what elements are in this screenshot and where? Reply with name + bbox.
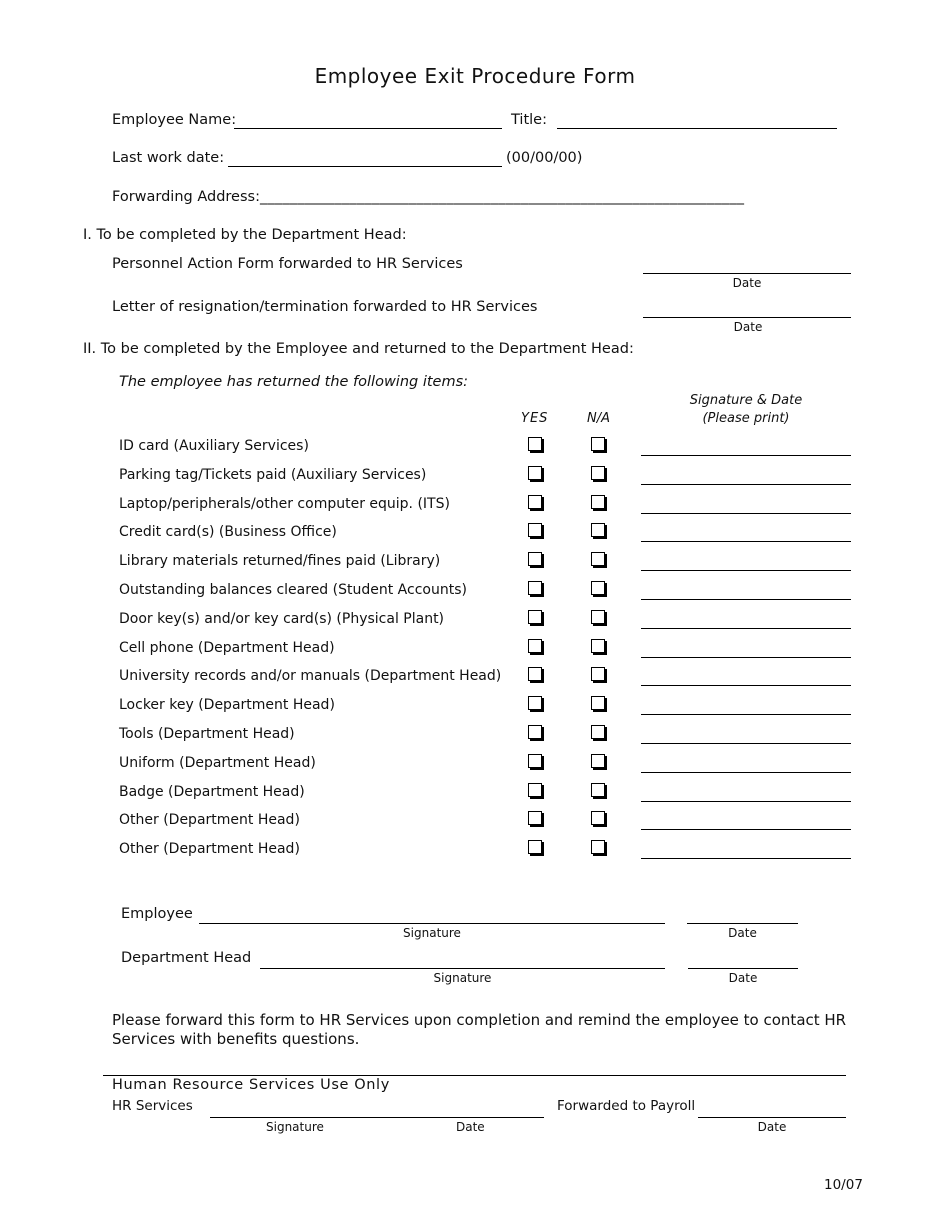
yes-checkbox[interactable]	[528, 523, 542, 537]
title-field[interactable]	[557, 128, 837, 129]
section1-item-personnel-action: Personnel Action Form forwarded to HR Services	[112, 256, 463, 272]
date-format-hint: (00/00/00)	[506, 150, 583, 166]
yes-checkbox[interactable]	[528, 840, 542, 854]
dept-head-date-field[interactable]	[688, 968, 798, 969]
signature-date-field[interactable]	[641, 513, 851, 514]
page-title: Employee Exit Procedure Form	[314, 64, 636, 88]
signature-date-field[interactable]	[641, 628, 851, 629]
forwarded-to-payroll-field[interactable]	[698, 1117, 846, 1118]
dept-head-signature-field[interactable]	[260, 968, 665, 969]
forwarded-to-payroll-label: Forwarded to Payroll	[557, 1098, 696, 1114]
section2-subheading: The employee has returned the following items:	[119, 374, 469, 390]
na-checkbox[interactable]	[591, 466, 605, 480]
dept-head-date-caption: Date	[728, 971, 758, 985]
signature-date-column-header: Signature & Date	[689, 393, 803, 408]
signature-date-field[interactable]	[641, 484, 851, 485]
na-column-header: N/A	[587, 411, 610, 426]
hr-services-date-caption: Date	[456, 1120, 485, 1134]
signature-date-field[interactable]	[641, 599, 851, 600]
signature-date-field[interactable]	[641, 455, 851, 456]
signature-date-field[interactable]	[641, 570, 851, 571]
forwarding-address-label: Forwarding Address:	[112, 189, 260, 205]
returned-item-label: Outstanding balances cleared (Student Accounts)	[119, 582, 467, 598]
yes-column-header: YES	[521, 411, 549, 426]
na-checkbox[interactable]	[591, 783, 605, 797]
yes-checkbox[interactable]	[528, 610, 542, 624]
dept-head-signature-caption: Signature	[433, 971, 492, 985]
title-label: Title:	[511, 112, 547, 128]
employee-name-field[interactable]	[234, 128, 502, 129]
na-checkbox[interactable]	[591, 811, 605, 825]
signature-date-column-subheader: (Please print)	[702, 411, 790, 426]
returned-item-label: Tools (Department Head)	[119, 726, 295, 742]
signature-date-field[interactable]	[641, 657, 851, 658]
yes-checkbox[interactable]	[528, 466, 542, 480]
signature-date-field[interactable]	[641, 772, 851, 773]
hr-section-divider	[103, 1075, 846, 1076]
signature-date-field[interactable]	[641, 858, 851, 859]
section1-date-caption-2: Date	[733, 320, 763, 334]
section1-date-caption-1: Date	[732, 276, 762, 290]
employee-signature-field[interactable]	[199, 923, 665, 924]
section1-date-field-1[interactable]	[643, 273, 851, 274]
employee-date-caption: Date	[728, 926, 757, 940]
signature-date-field[interactable]	[641, 829, 851, 830]
section2-heading: II. To be completed by the Employee and returned to the Department Head:	[83, 341, 634, 357]
yes-checkbox[interactable]	[528, 783, 542, 797]
na-checkbox[interactable]	[591, 610, 605, 624]
hr-services-signature-caption: Signature	[266, 1120, 324, 1134]
returned-item-label: Door key(s) and/or key card(s) (Physical Plant)	[119, 611, 445, 627]
yes-checkbox[interactable]	[528, 639, 542, 653]
last-work-date-label: Last work date:	[112, 150, 225, 166]
returned-item-label: Cell phone (Department Head)	[119, 640, 335, 656]
yes-checkbox[interactable]	[528, 667, 542, 681]
na-checkbox[interactable]	[591, 754, 605, 768]
hr-services-label: HR Services	[112, 1098, 193, 1114]
last-work-date-field[interactable]	[228, 166, 502, 167]
section1-item-resignation-letter: Letter of resignation/termination forwarded to HR Services	[112, 299, 538, 315]
na-checkbox[interactable]	[591, 840, 605, 854]
yes-checkbox[interactable]	[528, 581, 542, 595]
returned-item-label: Other (Department Head)	[119, 841, 300, 857]
employee-signature-label: Employee	[121, 906, 193, 922]
returned-item-label: Parking tag/Tickets paid (Auxiliary Services)	[119, 467, 427, 483]
na-checkbox[interactable]	[591, 437, 605, 451]
signature-date-field[interactable]	[641, 541, 851, 542]
dept-head-signature-label: Department Head	[121, 950, 252, 966]
returned-item-label: Library materials returned/fines paid (Library)	[119, 553, 441, 569]
returned-item-label: University records and/or manuals (Department Head)	[119, 668, 502, 684]
yes-checkbox[interactable]	[528, 811, 542, 825]
na-checkbox[interactable]	[591, 495, 605, 509]
section1-heading: I. To be completed by the Department Head:	[83, 227, 407, 243]
returned-item-label: Badge (Department Head)	[119, 784, 305, 800]
forwarding-note-line1: Please forward this form to HR Services upon completion and remind the employee to contact HR	[112, 1011, 847, 1029]
returned-item-label: Credit card(s) (Business Office)	[119, 524, 337, 540]
forwarding-address-field[interactable]: _________________________________________________________________	[260, 189, 745, 205]
yes-checkbox[interactable]	[528, 552, 542, 566]
returned-item-label: Laptop/peripherals/other computer equip. (ITS)	[119, 496, 450, 512]
signature-date-field[interactable]	[641, 801, 851, 802]
yes-checkbox[interactable]	[528, 696, 542, 710]
returned-item-label: Locker key (Department Head)	[119, 697, 335, 713]
employee-signature-caption: Signature	[403, 926, 461, 940]
employee-date-field[interactable]	[687, 923, 798, 924]
na-checkbox[interactable]	[591, 639, 605, 653]
signature-date-field[interactable]	[641, 685, 851, 686]
hr-use-heading: Human Resource Services Use Only	[112, 1077, 390, 1093]
na-checkbox[interactable]	[591, 523, 605, 537]
section1-date-field-2[interactable]	[643, 317, 851, 318]
returned-item-label: Other (Department Head)	[119, 812, 300, 828]
na-checkbox[interactable]	[591, 581, 605, 595]
signature-date-field[interactable]	[641, 714, 851, 715]
forwarding-note-line2: Services with benefits questions.	[112, 1030, 360, 1048]
returned-item-label: Uniform (Department Head)	[119, 755, 316, 771]
yes-checkbox[interactable]	[528, 725, 542, 739]
na-checkbox[interactable]	[591, 667, 605, 681]
na-checkbox[interactable]	[591, 696, 605, 710]
signature-date-field[interactable]	[641, 743, 851, 744]
na-checkbox[interactable]	[591, 725, 605, 739]
yes-checkbox[interactable]	[528, 437, 542, 451]
hr-services-signature-field[interactable]	[210, 1117, 544, 1118]
forwarded-to-payroll-date-caption: Date	[757, 1120, 787, 1134]
employee-name-label: Employee Name:	[112, 112, 237, 128]
yes-checkbox[interactable]	[528, 754, 542, 768]
form-version-code: 10/07	[824, 1177, 863, 1193]
returned-item-label: ID card (Auxiliary Services)	[119, 438, 309, 454]
yes-checkbox[interactable]	[528, 495, 542, 509]
na-checkbox[interactable]	[591, 552, 605, 566]
